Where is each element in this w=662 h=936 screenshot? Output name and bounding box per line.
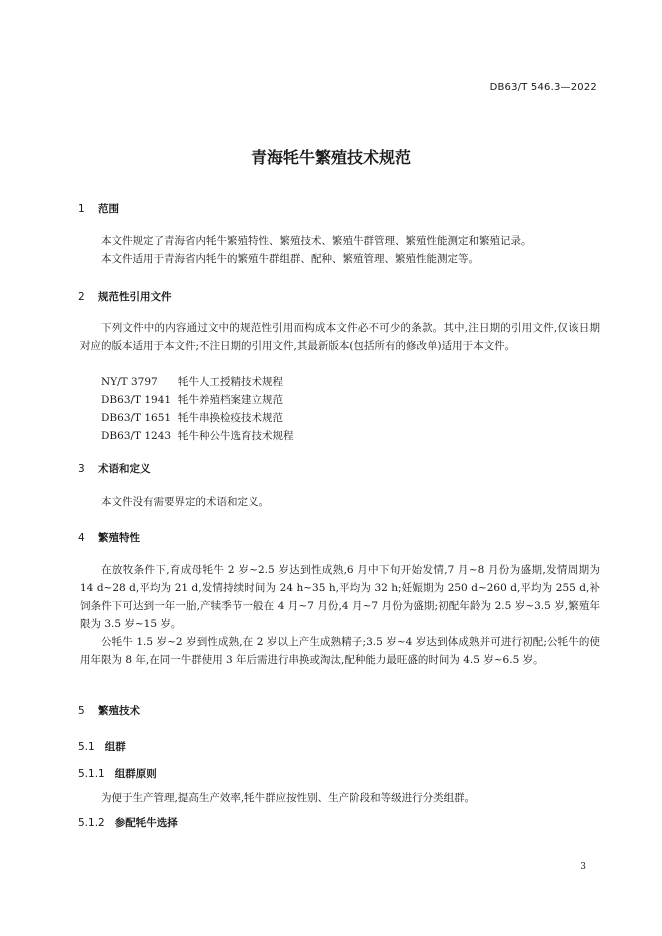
- section-3-heading: [78, 461, 151, 476]
- reference-name: 牦牛串换检疫技术规范: [178, 412, 283, 424]
- section-1-heading: [78, 201, 119, 216]
- paragraph: 本文件适用于青海省内牦牛的繁殖牛群组群、配种、繁殖管理、繁殖性能测定等。: [101, 253, 479, 265]
- section-2-intro: [80, 319, 600, 355]
- subsection-number: 5.1.1: [78, 768, 105, 780]
- section-4-heading: [78, 530, 140, 545]
- paragraph: 为便于生产管理,提高生产效率,牦牛群应按性别、生产阶段和等级进行分类组群。: [101, 792, 476, 804]
- reference-item: [101, 391, 294, 409]
- paragraph: 下列文件中的内容通过文中的规范性引用而构成本文件必不可少的条款。其中,注日期的引用文件,仅该日期对应的版本适用于本文件;不注日期的引用文件,其最新版本(包括所有的修改单)适用于本文件。: [80, 322, 600, 352]
- subsection-title: 组群: [104, 741, 126, 753]
- section-title: 繁殖技术: [98, 705, 140, 717]
- page-number: 3: [580, 862, 586, 872]
- standard-number: DB63/T 546.3—2022: [489, 82, 597, 93]
- reference-code: NY/T 3797: [101, 376, 158, 388]
- reference-item: [101, 427, 294, 445]
- subsection-5-1-1-body: [80, 789, 600, 807]
- section-title: 术语和定义: [98, 463, 151, 475]
- subsection-5-1-heading: [78, 739, 126, 754]
- reference-item: [101, 409, 294, 427]
- section-number: 1: [78, 203, 85, 215]
- reference-name: 牦牛种公牛选育技术规程: [178, 430, 294, 442]
- section-4-body: [80, 561, 600, 669]
- subsection-number: 5.1.2: [78, 817, 105, 829]
- paragraph: 本文件没有需要界定的术语和定义。: [101, 496, 269, 508]
- section-number: 4: [78, 532, 85, 544]
- section-3-body: [80, 493, 600, 511]
- section-title: 繁殖特性: [98, 532, 140, 544]
- document-title: 青海牦牛繁殖技术规范: [250, 148, 411, 167]
- subsection-5-1-2-heading: [78, 815, 178, 830]
- section-number: 3: [78, 463, 85, 475]
- reference-list: [101, 373, 294, 445]
- subsection-title: 参配牦牛选择: [114, 817, 178, 829]
- subsection-number: 5.1: [78, 741, 95, 753]
- paragraph: 本文件规定了青海省内牦牛繁殖特性、繁殖技术、繁殖牛群管理、繁殖性能测定和繁殖记录。: [101, 235, 532, 247]
- section-2-heading: [78, 289, 172, 304]
- section-number: 2: [78, 291, 85, 303]
- section-title: 规范性引用文件: [98, 291, 172, 303]
- reference-code: DB63/T 1941: [101, 394, 172, 406]
- paragraph: 在放牧条件下,育成母牦牛 2 岁~2.5 岁达到性成熟,6 月中下旬开始发情,7 月~8 月份为盛期,发情周期为 14 d~28 d,平均为 21 d,发情持续时间为 24 h~35 h,平均为 32 h;妊娠期为 250 d~260 d,平均为 255 d,补饲条件下可达到一年一胎,产犊季节一般在 4 月~7 月份,4 月~7 月份为盛期;初配年龄为 2.5 岁~3.5 岁,繁殖年限为 3.5 岁~15 岁。: [80, 564, 600, 630]
- section-number: 5: [78, 705, 85, 717]
- section-1-body: [80, 232, 600, 268]
- subsection-5-1-1-heading: [78, 766, 157, 781]
- subsection-title: 组群原则: [114, 768, 157, 780]
- reference-item: [101, 373, 294, 391]
- paragraph: 公牦牛 1.5 岁~2 岁到性成熟,在 2 岁以上产生成熟精子;3.5 岁~4 岁达到体成熟并可进行初配;公牦牛的使用年限为 8 年,在同一牛群使用 3 年后需进行串换或淘汰,配种能力最旺盛的时间为 4.5 岁~6.5 岁。: [80, 636, 600, 666]
- reference-name: 牦牛人工授精技术规程: [178, 376, 283, 388]
- reference-name: 牦牛养殖档案建立规范: [178, 394, 283, 406]
- reference-code: DB63/T 1243: [101, 430, 172, 442]
- section-title: 范围: [98, 203, 119, 215]
- reference-code: DB63/T 1651: [101, 412, 172, 424]
- section-5-heading: [78, 703, 140, 718]
